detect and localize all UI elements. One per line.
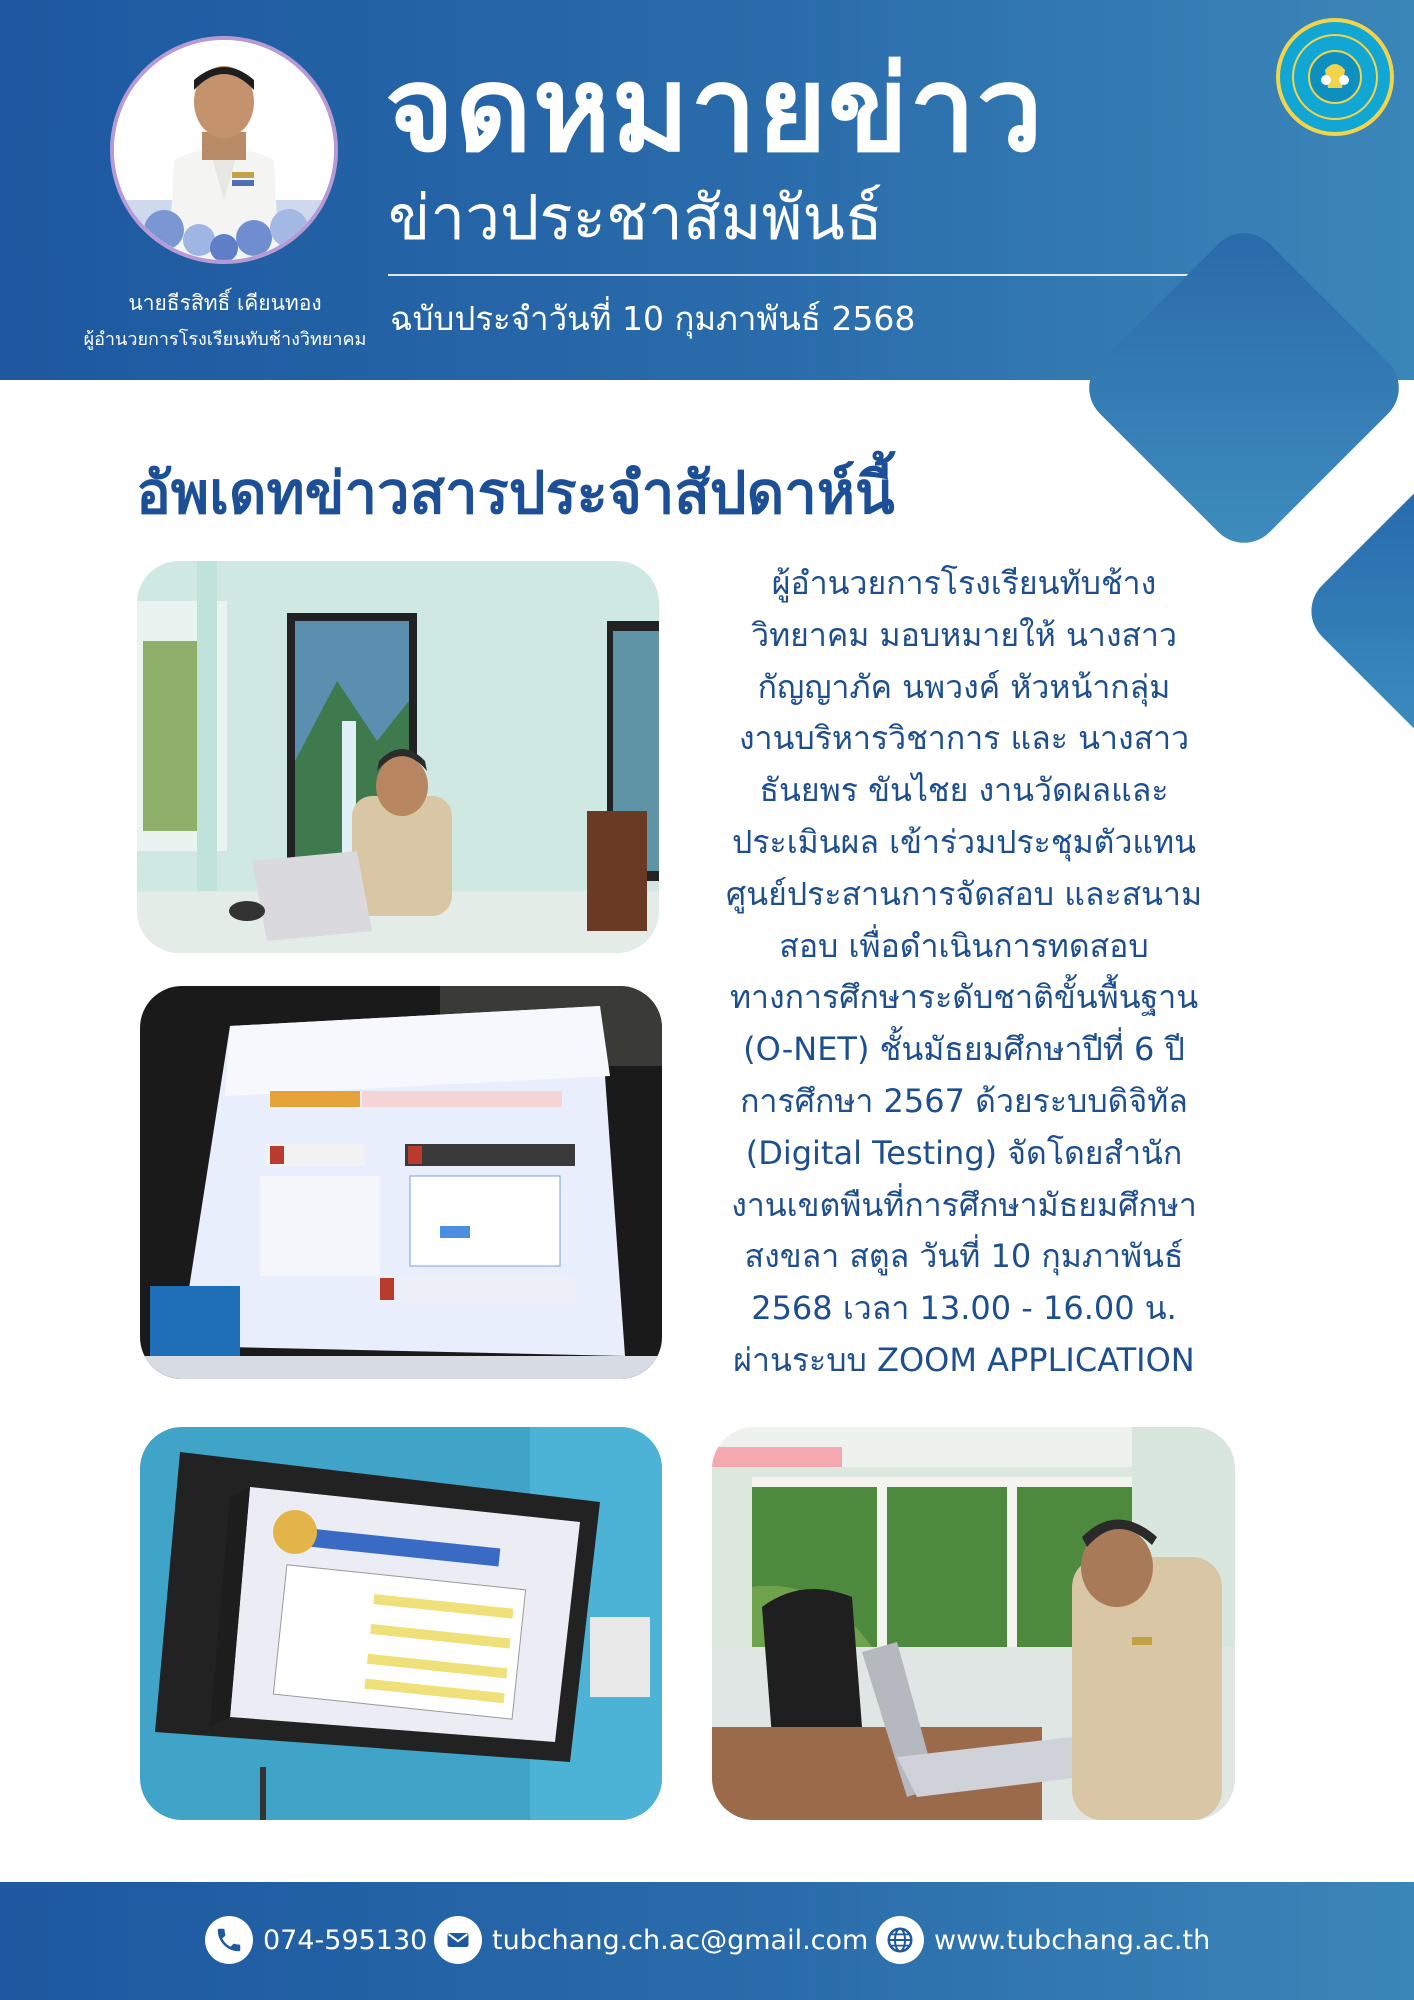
news-photo xyxy=(140,1427,662,1820)
article-line: 2568 เวลา 13.00 - 16.00 น. xyxy=(751,1289,1177,1328)
news-photo xyxy=(712,1427,1235,1820)
article-line: สงขลา สตูล วันที่ 10 กุมภาพันธ์ xyxy=(744,1237,1184,1276)
newsletter-subtitle: ข่าวประชาสัมพันธ์ xyxy=(388,181,883,254)
contact-footer xyxy=(0,1882,1414,2000)
article-line: ผ่านระบบ ZOOM APPLICATION xyxy=(733,1340,1195,1379)
phone-number: 074-595130 xyxy=(263,1924,428,1956)
school-logo xyxy=(1276,18,1394,136)
phone-icon xyxy=(205,1916,253,1964)
article-line: ศูนย์ประสานการจัดสอบ และสนาม xyxy=(725,874,1203,913)
section-heading: อัพเดทข่าวสารประจำสัปดาห์นี้ xyxy=(136,459,895,527)
director-portrait xyxy=(110,36,338,264)
article-line: (O-NET) ชั้นมัธยมศึกษาปีที่ 6 ปี xyxy=(743,1030,1185,1069)
news-article xyxy=(690,558,1238,1387)
article-line: (Digital Testing) จัดโดยสำนัก xyxy=(745,1133,1183,1172)
issue-date: ฉบับประจำวันที่ 10 กุมภาพันธ์ 2568 xyxy=(390,299,916,338)
header-divider xyxy=(388,274,1210,276)
article-line: ผู้อำนวยการโรงเรียนทับช้าง xyxy=(771,564,1157,602)
email-address: tubchang.ch.ac@gmail.com xyxy=(492,1924,869,1956)
contact-website[interactable] xyxy=(876,1912,1210,1968)
director-photo xyxy=(114,40,334,260)
globe-icon xyxy=(876,1916,924,1964)
article-line: ธันยพร ขันไชย งานวัดผลและ xyxy=(759,771,1169,810)
article-line: งานเขตพืนที่การศึกษามัธยมศึกษา xyxy=(731,1185,1197,1224)
director-name: นายธีรสิทธิ์ เคียนทอง xyxy=(128,291,322,315)
article-line: ประเมินผล เข้าร่วมประชุมตัวแทน xyxy=(732,822,1196,861)
article-line: วิทยาคม มอบหมายให้ นางสาว xyxy=(751,615,1177,654)
newsletter-title: จดหมายข่าว xyxy=(385,40,1044,178)
news-photo xyxy=(140,986,662,1379)
article-line: ทางการศึกษาระดับชาติขั้นพื้นฐาน xyxy=(729,978,1199,1017)
website-url: www.tubchang.ac.th xyxy=(934,1924,1211,1956)
envelope-icon xyxy=(434,1916,482,1964)
school-emblem-icon xyxy=(1280,22,1390,132)
contact-phone[interactable] xyxy=(205,1912,427,1968)
decorative-diamond xyxy=(1297,463,1414,760)
article-line: การศึกษา 2567 ด้วยระบบดิจิทัล xyxy=(740,1081,1188,1120)
news-photo xyxy=(137,561,659,953)
article-line: สอบ เพื่อดำเนินการทดสอบ xyxy=(779,926,1149,965)
contact-email[interactable] xyxy=(434,1912,868,1968)
director-title: ผู้อำนวยการโรงเรียนทับช้างวิทยาคม xyxy=(83,329,367,350)
article-line: งานบริหารวิชาการ และ นางสาว xyxy=(738,719,1190,758)
article-line: กัญญาภัค นพวงค์ หัวหน้ากลุ่ม xyxy=(757,667,1171,706)
